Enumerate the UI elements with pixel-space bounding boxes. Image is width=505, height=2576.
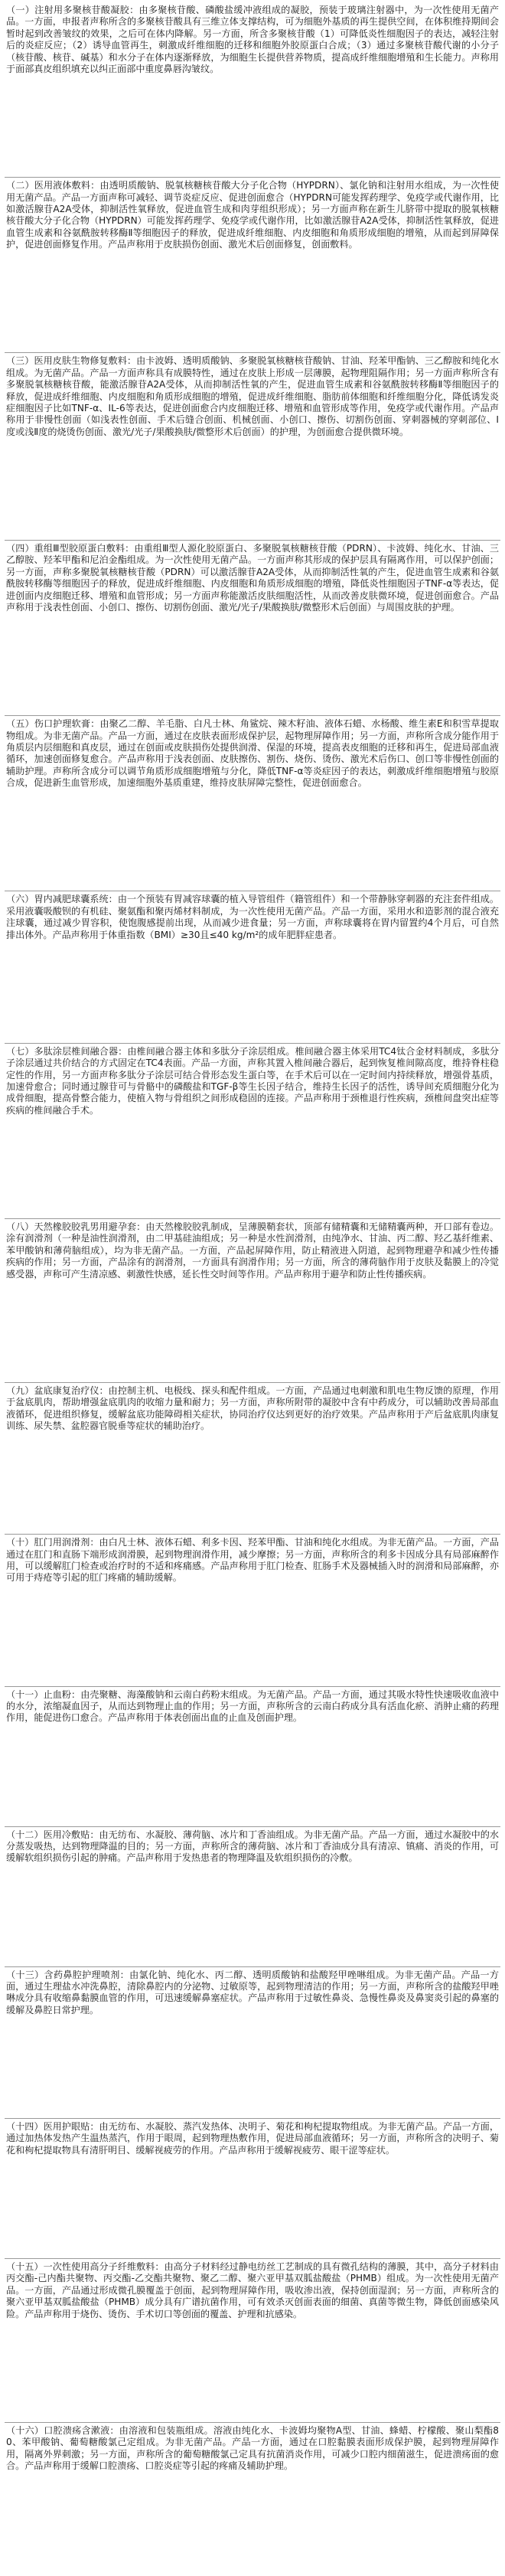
list-item (5, 2, 500, 178)
list-item (5, 1383, 500, 1535)
item-text: （十一）止血粉：由壳聚糖、海藻酸钠和云南白药粉末组成。为无菌产品。产品一方面，通过其吸水特性快速吸收血液中的水分，浓缩凝血因子，从而达到物理止血的作用；另一方面，声称所含的云南白药成分具有活血化瘀、消肿止痛的药理作用，能促进伤口愈合。产品声称用于体表创面出血的止血及创面护理。 (6, 1688, 499, 1724)
item-text: （九）盆底康复治疗仪：由控制主机、电极线、探头和配件组成。一方面，产品通过电刺激和肌电生物反馈的原理，作用于盆底肌肉，帮助增强盆底肌肉的收缩力量和耐力；另一方面，声称所附带的凝胶中含有中药成分，可以辅助改善局部血液循环，促进组织修复，缓解盆底功能障碍相关症状，协同治疗仪达到更好的治疗效果。产品声称用于产后盆底肌肉康复训练、尿失禁、盆腔器官脱垂等症状的辅助治疗。 (6, 1384, 499, 1432)
list-item (5, 1219, 500, 1383)
list-item (5, 2259, 500, 2423)
item-text: （二）医用液体敷料：由透明质酸钠、脱氧核糖核苷酸大分子化合物（HYPDRN）、氯化钠和注射用水组成，为一次性使用无菌产品。产品一方面声称可减轻、调节炎症反应、促进创面愈合（HYPDRN可能发挥药理学、免疫学或代谢作用，比如激活腺苷A2A受体，抑制活性氧释放，促进血管生成和肉芽组织形成）；另一方面声称在新生儿脐带中提取的脱氧核糖核苷酸大分子化合物（HYPDRN）可能发挥药理学、免疫学或代谢作用，比如激活腺苷A2A受体，抑制活性氧释放，促进血管生成素和谷氨酰胺转移酶Ⅱ等细胞因子的释放，促进成纤维细胞、内皮细胞和角质形成细胞的增殖，从而起到屏障保护，促进创面修复作用。产品声称用于皮肤损伤创面、激光术后创面修复，创面敷料。 (6, 180, 499, 250)
item-text: （六）胃内减肥球囊系统：由一个预装有胃减容球囊的植入导管组件（籍管组件）和一个带静脉穿刺器的充注套件组成。采用液囊吸酸钡的有机硅、聚氨酯和聚丙烯材料制成，为一次性使用无菌产品。产品一方面，采用水和造影剂的混合液充注球囊，通过减少胃容积，使饱腹感提前出现，从而减少进食量；另一方面，声称球囊将在胃内留置约4个月后，可自然排出体外。产品声称用于体重指数（BMI）≥30且≤40 kg/m²的成年肥胖症患者。 (6, 894, 499, 940)
list-item (5, 1535, 500, 1686)
list-item (5, 891, 500, 1043)
list-item (5, 178, 500, 353)
item-text: （五）伤口护理软膏：由聚乙二醇、羊毛脂、白凡士林、角鲨烷、辣木籽油、液体石蜡、水杨酸、维生素E和积雪草提取物组成。为非无菌产品。产品一方面，通过在皮肤表面形成保护层，起物理屏障作用；另一方面，声称所含成分能作用于角质层内层细胞和真皮层，通过在创面或皮肤损伤处提供润滑、保湿的环境，提高表皮细胞的迁移和再生，促进局部血液循环，加速创面修复愈合。产品声称用于浅表创面、皮肤擦伤、割伤、烧伤、烫伤、激光术后伤口、创口等非慢性创面的辅助护理。声称所含成分可以调节角质形成细胞增殖与分化，降低TNF-α等炎症因子的表达，刺激成纤维细胞增殖与胶原合成，促进新生血管形成，加速细胞外基质重建，维持皮肤屏障完整性，促进创面愈合。 (6, 718, 499, 789)
list-item (5, 541, 500, 716)
item-text: （十二）医用冷敷贴：由无纺布、水凝胶、薄荷脑、冰片和丁香油组成。为非无菌产品。产品一方面，通过水凝胶中的水分蒸发吸热，达到物理降温的目的；另一方面，声称所含的薄荷脑、冰片和丁香油成分具有清凉、镇痛、消炎的作用，可缓解软组织损伤引起的肿痛。产品声称用于发热患者的物理降温及软组织损伤的冷敷。 (6, 1829, 499, 1864)
list-item (5, 2423, 500, 2574)
list-item (5, 2119, 500, 2259)
item-text: （十五）一次性使用高分子纤维敷料：由高分子材料经过静电纺丝工艺制成的具有微孔结构的薄膜，其中，高分子材料由丙交酯-己内酯共聚物、丙交酯-乙交酯共聚物、聚乙二醇、聚六亚甲基双胍盐酸盐（PHMB）组成。为一次性使用无菌产品。一方面，产品通过形成微孔膜覆盖于创面，起到物理屏障作用，吸收渗出液，保持创面湿润；另一方面，声称所含的聚六亚甲基双胍盐酸盐（PHMB）成分具有广谱抗菌作用，可有效杀灭创面表面的细菌、真菌等微生物，降低创面感染风险。产品声称用于烧伤、烫伤、手术切口等创面的覆盖、护理和抗感染。 (6, 2261, 499, 2319)
item-text: （七）多肽涂层椎间融合器：由椎间融合器主体和多肽分子涂层组成。椎间融合器主体采用TC4钛合金材料制成，多肽分子涂层通过共价结合的方式固定在TC4表面。产品一方面，声称其置入椎间融合器后，起到恢复椎间隙高度，维持脊柱稳定性的作用，另一方面声称多肽分子涂层可结合骨形态发生蛋白等，在手术后可以在一定时间内持续释放，增强骨基质，加速骨愈合；同时通过腺苷可与骨骼中的磷酸盐和TGF-β等生长因子结合，维持生长因子的活性，诱导间充质细胞分化为成骨细胞，提高骨整合能力，使植入物与骨组织之间形成稳固的连接。产品声称用于颈椎退行性疾病，颈椎间盘突出症等疾病的椎间融合手术。 (6, 1045, 499, 1116)
list-item (5, 1967, 500, 2119)
item-text: （一）注射用多聚核苷酸凝胶：由多聚核苷酸、磷酸盐缓冲液组成的凝胶，预装于玻璃注射器中，为一次性使用无菌产品。一方面，申报者声称所含的多聚核苷酸具有三维立体支撑结构，可为细胞外基质的再生提供空间，在体积维持期间会暂时起到改善皱纹的效果，之后可在体内降解。另一方面，所含多聚核苷酸（1）可降低炎性细胞因子的表达，减轻注射后的炎症反应；（2）诱导血管再生，刺激成纤维细胞的迁移和细胞外胶原蛋白合成；（3）通过多聚核苷酸代谢的小分子（核苷酸、核苷、碱基）和水分子在体内逐渐释放，为细胞生长提供营养物质，提高成纤维细胞增殖和生长能力。声称用于面部真皮组织填充以纠正面部中重度鼻唇沟皱纹。 (6, 5, 499, 75)
list-item (5, 1827, 500, 1967)
list-item (5, 1044, 500, 1219)
list-item (5, 353, 500, 541)
item-text: （四）重组Ⅲ型胶原蛋白敷料：由重组Ⅲ型人源化胶原蛋白、多聚脱氧核糖核苷酸（PDRN）、卡波姆、纯化水、甘油、三乙醇胺、羟苯甲酯和尼泊金酯组成。为一次性使用无菌产品。一方面声称其形成的保护层具有隔离作用，可以保护创面；另一方面，声称多聚脱氧核糖核苷酸（PDRN）可以激活腺苷A2A受体，从而抑制活性氧的产生，促进血管生成素和谷氨酰胺转移酶等细胞因子的释放，促进成纤维细胞、内皮细胞和角质形成细胞的增殖，降低炎性细胞因子TNF-α等表达，促进创面内皮细胞迁移、增殖和血管形成；另一方面声称能激活皮肤细胞活性，从而改善皮肤微环境，促进创面愈合。产品声称用于浅表性创面、小创口、擦伤、切割伤创面、激光/光子/果酸换肤/微整形术后创面）与周围皮肤的护理。 (6, 543, 499, 613)
item-text: （三）医用皮肤生物修复敷料：由卡波姆、透明质酸钠、多聚脱氧核糖核苷酸钠、甘油、羟苯甲酯钠、三乙醇胺和纯化水组成。为无菌产品。产品一方面声称具有成膜特性，通过在皮肤上形成一层薄膜，起物理阻隔作用；另一方面声称所含有多聚脱氧核糖核苷酸，能激活腺苷A2A受体，从而抑制活性氧的产生，促进血管生成素和谷氨酰胺转移酶Ⅱ等细胞因子的释放，促进成纤维细胞、内皮细胞和角质形成细胞的增殖，促进成纤维细胞、脂肪前体细胞和纤维细胞分化，降低诱发炎症细胞因子比如TNF-α、IL-6等表达，促进创面愈合内皮细胞迁移、增殖和血管形成等作用，免疫学或代谢作用。产品声称用于非慢性创面（如浅表性创面、手术后缝合创面、机械创面、小创口、擦伤、切割伤创面、穿刺器械的穿刺部位、Ⅰ度或浅Ⅱ度的烧烫伤创面、激光/光子/果酸换肤/微整形术后创面）的护理，为创面愈合提供微环境。 (6, 355, 499, 437)
item-text: （十三）含药鼻腔护理喷剂：由氯化钠、纯化水、丙二醇、透明质酸钠和盐酸羟甲唑啉组成。为非无菌产品。产品一方面，通过生理盐水冲洗鼻腔，清除鼻腔内的分泌物、过敏原等，起到物理清洁的作用；另一方面，声称所含的盐酸羟甲唑啉成分具有收缩鼻黏膜血管的作用，可迅速缓解鼻塞症状。产品声称用于过敏性鼻炎、急慢性鼻炎及鼻窦炎引起的鼻塞的缓解及鼻腔日常护理。 (6, 1969, 499, 2015)
item-text: （八）天然橡胶胶乳男用避孕套：由天然橡胶胶乳制成，呈薄膜鞘套状，顶部有储精囊和无储精囊两种，开口部有卷边。涂有润滑剂（一种是油性润滑剂，由二甲基硅油组成；另一种是水性润滑剂，由纯净水、甘油、丙二醇、羟乙基纤维素、苯甲酸钠和薄荷脑组成），均为非无菌产品。一方面，产品起屏障作用，防止精液进入阴道，起到物理避孕和减少性传播疾病的作用；另一方面，产品涂有的润滑剂，一方面具有润滑作用；另一方面，所含的薄荷脑作用于皮肤及黏膜上的冷觉感受器，声称可产生清凉感、刺激性快感，延长性交时间等作用。产品声称用于避孕和防止性传播疾病。 (6, 1221, 499, 1280)
item-text: （十）肛门用润滑剂：由白凡士林、液体石蜡、利多卡因、羟苯甲酯、甘油和纯化水组成。为非无菌产品。一方面，产品通过在肛门和直肠下端形成润滑膜，起到物理润滑作用，减少摩擦；另一方面，声称所含的利多卡因成分具有局部麻醉作用，可以缓解肛门检查或治疗时的不适和疼痛感。产品声称用于肛门检查、肛肠手术及器械插入时的润滑和局部麻醉，亦可用于痔疮等引起的肛门疼痛的辅助缓解。 (6, 1537, 499, 1584)
list-item (5, 1687, 500, 1827)
item-text: （十六）口腔溃疡含漱液：由溶液和包装瓶组成。溶液由纯化水、卡波姆均聚物A型、甘油、蜂蜡、柠檬酸、聚山梨酯80、苯甲酸钠、葡萄糖酸氯己定组成。为非无菌产品。产品一方面，通过在口腔黏膜表面形成保护膜，起到物理屏障作用，隔离外界刺激；另一方面，声称所含的葡萄糖酸氯己定具有抗菌消炎作用，可减少口腔内细菌滋生，促进溃疡面的愈合。产品声称用于缓解口腔溃疡、口腔炎症等引起的疼痛及辅助护理。 (6, 2424, 499, 2471)
list-item (5, 716, 500, 891)
item-text: （十四）医用护眼贴：由无纺布、水凝胶、蒸汽发热体、决明子、菊花和枸杞提取物组成。为非无菌产品。产品一方面，通过加热体发热产生温热蒸汽，作用于眼周，起到物理热敷作用，促进局部血液循环；另一方面，声称所含的决明子、菊花和枸杞提取物具有清肝明目、缓解视疲劳的作用。产品声称用于缓解视疲劳、眼干涩等症状。 (6, 2120, 499, 2156)
